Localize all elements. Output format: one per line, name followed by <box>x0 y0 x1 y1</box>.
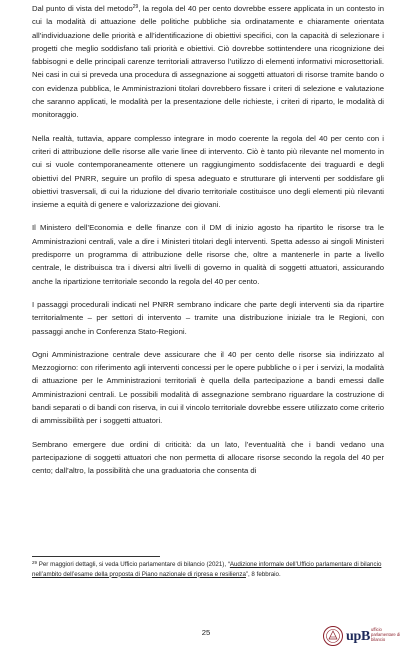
paragraph-3-text: Il Ministero dell’Economia e delle finanze con il DM di inizio agosto ha ripartito le risorse tra le Amministrazioni centrali, vale a dire i Ministeri titolari degli interventi. Spetta adesso ai singoli Ministeri predisporre un programma di attribuzione delle risorse che, oltre a mantenerle in parte a livello centrale, le distribuisca tra i diversi altri livelli di governo in qualità di soggetti attuatori, assicurando anche la ripartizione territoriale secondo la regola del 40 per cento. <box>32 223 384 286</box>
body-text <box>32 2 384 488</box>
seal-icon <box>322 625 344 647</box>
paragraph-3 <box>32 221 384 287</box>
paragraph-4 <box>32 298 384 338</box>
footnote-number: 29 <box>32 560 38 565</box>
paragraph-6-text: Sembrano emergere due ordini di criticità: da un lato, l’eventualità che i bandi vedano una partecipazione di soggetti attuatori che non permetta di allocare risorse secondo la regola del 40 per cento; dall’altro, la possibilità che una graduatoria che consenta di <box>32 439 384 476</box>
paragraph-1-text-b: , la regola del 40 per cento dovrebbe essere applicata in un contesto in cui la modalità di attuazione delle politiche pubbliche sia ordinatamente e chiaramente orientata all’individuazione delle priorità e all’identificazione di obiettivi specifici, con la capacità di selezionare i progetti che meglio soddisfano tali priorità e obiettivi. Ciò dovrebbe sottintendere una ricognizione dei fabbisogni e delle principali carenze territoriali attraverso l’utilizzo di elementi informativi microsettoriali. Nei casi in cui si preveda una procedura di assegnazione ai soggetti attuatori di risorse tramite bando o con evidenza pubblica, le Amministrazioni titolari dovrebbero fissare i criteri di selezione e valutazione che saranno applicati, le modalità per la presentazione delle richieste, i criteri di riparto, le modalità di monitoraggio. <box>32 4 384 120</box>
page-number: 25 <box>201 628 211 637</box>
logo-subtitle: ufficio parlamentare di bilancio <box>371 627 401 642</box>
logo-text: upB <box>346 629 371 644</box>
paragraph-2 <box>32 132 384 212</box>
upb-logo <box>322 624 406 650</box>
paragraph-1-text-a: Dal punto di vista del metodo <box>32 4 133 13</box>
footnote-text-a: Per maggiori dettagli, si veda Ufficio parlamentare di bilancio (2021), “ <box>37 561 230 568</box>
footnote-ref-29[interactable]: 29 <box>132 4 139 10</box>
paragraph-5-text: Ogni Amministrazione centrale deve assicurare che il 40 per cento delle risorse sia indirizzato al Mezzogiorno: con riferimento agli interventi concessi per le opere pubbliche o i per i servizi, la modalità di attuazione per le Amministrazioni territoriali è quella della partecipazione a bandi emessi dalle Amministrazioni centrali. Le possibili modalità di assegnazione sembrano riguardare la costruzione di bandi separati o di bandi con riserva, in cui il vincolo territoriale dovrebbe essere utilizzato come criterio di ammissibilità per i soggetti attuatori. <box>32 349 384 426</box>
footnote-link[interactable]: Audizione informale dell’Ufficio parlamentare di bilancio nell’ambito dell’esame della proposta di Piano nazionale di ripresa e resilienza <box>32 561 382 578</box>
paragraph-4-text: I passaggi procedurali indicati nel PNRR sembrano indicare che parte degli interventi sia da ripartire territorialmente – per settori di intervento – tramite una distribuzione iniziale tra le Regioni, con passaggi anche in Conferenza Stato-Regioni. <box>32 299 384 336</box>
paragraph-5 <box>32 348 384 428</box>
footnote <box>32 560 384 579</box>
paragraph-1 <box>32 2 384 122</box>
paragraph-6 <box>32 438 384 478</box>
footnote-text-b: ”, 8 febbraio. <box>245 570 281 578</box>
paragraph-2-text: Nella realtà, tuttavia, appare complesso integrare in modo coerente la regola del 40 per cento con i criteri di attribuzione delle risorse alle varie linee di intervento. Ciò è tanto più rilevante nel momento in cui si vuole contemporaneamente ottenere un raggiungimento soddisfacente dei traguardi e degli obiettivi del PNRR, seguire un profilo di spesa adeguato e strutturare gli interventi per soddisfare gli obiettivi trasversali, di cui la riduzione del divario territoriale costituisce uno degli elementi più rilevanti insieme a equità di genere e valorizzazione dei giovani. <box>32 133 384 210</box>
footnote-divider <box>32 556 160 557</box>
